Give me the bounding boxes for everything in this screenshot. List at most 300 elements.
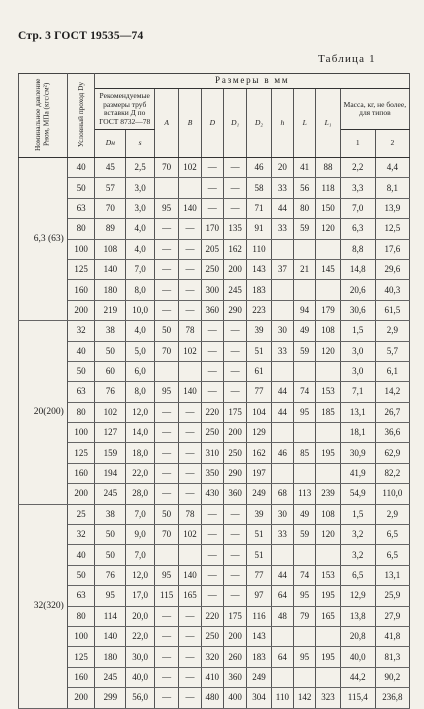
table-cell: 4,4 xyxy=(375,158,409,178)
table-row xyxy=(19,178,410,198)
table-cell xyxy=(154,545,178,565)
table-cell: 205 xyxy=(201,239,223,259)
table-cell: 160 xyxy=(67,280,95,300)
table-cell xyxy=(294,280,316,300)
col-A-header: A xyxy=(154,89,178,158)
table-cell xyxy=(271,300,293,320)
table-cell: 102 xyxy=(179,525,201,545)
table-cell: 430 xyxy=(201,484,223,504)
table-cell: — xyxy=(223,361,246,381)
table-cell: 115,4 xyxy=(340,688,375,708)
table-cell: 20,8 xyxy=(340,626,375,646)
table-cell: 6,5 xyxy=(375,525,409,545)
table-cell: 18,0 xyxy=(126,443,155,463)
table-cell: 50 xyxy=(95,341,126,361)
table-row xyxy=(19,647,410,667)
table-cell: 110,0 xyxy=(375,484,409,504)
table-cell xyxy=(271,545,293,565)
table-cell: 80 xyxy=(67,402,95,422)
table-cell: 249 xyxy=(247,484,271,504)
table-cell: 50 xyxy=(154,321,178,341)
table-cell: 95 xyxy=(294,647,316,667)
col-D1-header: D₁ xyxy=(223,89,246,158)
table-cell: — xyxy=(154,667,178,687)
table-cell: 140 xyxy=(179,565,201,585)
table-cell: 108 xyxy=(316,321,340,341)
col-B-header: B xyxy=(179,89,201,158)
table-cell: 142 xyxy=(294,688,316,708)
table-row xyxy=(19,443,410,463)
table-cell: 40,0 xyxy=(126,667,155,687)
table-cell: 6,5 xyxy=(375,545,409,565)
table-cell: — xyxy=(179,626,201,646)
table-cell: — xyxy=(179,667,201,687)
table-cell: 165 xyxy=(179,586,201,606)
table-cell: 61,5 xyxy=(375,300,409,320)
table-cell: 20 xyxy=(271,158,293,178)
table-cell: 50 xyxy=(67,178,95,198)
table-cell: 41,8 xyxy=(375,626,409,646)
table-cell: 6,1 xyxy=(375,361,409,381)
table-cell xyxy=(271,463,293,483)
table-cell xyxy=(316,239,340,259)
table-cell: 59 xyxy=(294,219,316,239)
table-cell: — xyxy=(154,300,178,320)
table-cell: 160 xyxy=(67,463,95,483)
table-cell: 39 xyxy=(247,504,271,524)
table-cell xyxy=(154,361,178,381)
table-cell: 30 xyxy=(271,504,293,524)
table-cell: 6,3 xyxy=(340,219,375,239)
table-cell: 61 xyxy=(247,361,271,381)
table-cell xyxy=(271,361,293,381)
table-cell: 3,0 xyxy=(340,361,375,381)
table-cell: 90,2 xyxy=(375,667,409,687)
table-row xyxy=(19,626,410,646)
table-row xyxy=(19,321,410,341)
table-row xyxy=(19,606,410,626)
table-cell: 102 xyxy=(179,158,201,178)
table-cell: 70 xyxy=(95,198,126,218)
table-cell: 49 xyxy=(294,321,316,341)
table-cell: 33 xyxy=(271,178,293,198)
table-cell: 6,0 xyxy=(126,361,155,381)
table-cell: 150 xyxy=(316,198,340,218)
table-cell: — xyxy=(154,259,178,279)
table-cell: 320 xyxy=(201,647,223,667)
table-cell: 110 xyxy=(247,239,271,259)
table-cell: 41 xyxy=(294,158,316,178)
table-cell: 153 xyxy=(316,565,340,585)
table-cell: — xyxy=(179,259,201,279)
table-cell: 129 xyxy=(247,423,271,443)
table-cell: 44 xyxy=(271,565,293,585)
table-row xyxy=(19,484,410,504)
table-cell: 100 xyxy=(67,626,95,646)
table-cell: — xyxy=(179,219,201,239)
table-cell: — xyxy=(201,504,223,524)
table-cell: 195 xyxy=(316,443,340,463)
table-cell: 162 xyxy=(247,443,271,463)
table-cell: — xyxy=(154,688,178,708)
table-cell xyxy=(271,239,293,259)
table-cell: 32 xyxy=(67,321,95,341)
table-cell: 56 xyxy=(294,178,316,198)
table-cell xyxy=(294,361,316,381)
table-cell: 220 xyxy=(201,402,223,422)
table-cell: 64 xyxy=(271,647,293,667)
table-cell: 249 xyxy=(247,667,271,687)
table-cell: 25 xyxy=(67,504,95,524)
table-cell: 120 xyxy=(316,341,340,361)
table-cell: 8,8 xyxy=(340,239,375,259)
table-cell: 360 xyxy=(223,484,246,504)
table-cell: 51 xyxy=(247,545,271,565)
table-cell: 59 xyxy=(294,525,316,545)
table-cell: 360 xyxy=(201,300,223,320)
table-cell: 50 xyxy=(67,565,95,585)
table-cell: 3,2 xyxy=(340,545,375,565)
table-cell: 6,5 xyxy=(340,565,375,585)
table-cell: 50 xyxy=(95,545,126,565)
table-cell: 170 xyxy=(201,219,223,239)
table-cell: 30,0 xyxy=(126,647,155,667)
table-cell xyxy=(294,463,316,483)
table-cell: 125 xyxy=(67,259,95,279)
table-cell: 51 xyxy=(247,341,271,361)
table-cell: 25,9 xyxy=(375,586,409,606)
table-cell: 78 xyxy=(179,321,201,341)
col-L-header: L xyxy=(294,89,316,158)
table-cell: 180 xyxy=(95,280,126,300)
table-cell: 22,0 xyxy=(126,463,155,483)
table-cell: — xyxy=(223,382,246,402)
table-cell: 183 xyxy=(247,647,271,667)
table-cell: 21 xyxy=(294,259,316,279)
table-cell: 80 xyxy=(67,606,95,626)
table-cell: 95 xyxy=(154,565,178,585)
table-cell: — xyxy=(223,321,246,341)
table-cell: 400 xyxy=(223,688,246,708)
table-cell: 360 xyxy=(223,667,246,687)
table-cell: 20,6 xyxy=(340,280,375,300)
table-row xyxy=(19,259,410,279)
table-cell: 197 xyxy=(247,463,271,483)
table-cell: 3,0 xyxy=(126,178,155,198)
table-cell: 51 xyxy=(247,525,271,545)
table-cell: — xyxy=(223,545,246,565)
table-cell: 125 xyxy=(67,647,95,667)
table-cell: 200 xyxy=(67,300,95,320)
table-cell: 179 xyxy=(316,300,340,320)
table-cell: 219 xyxy=(95,300,126,320)
table-cell: — xyxy=(154,402,178,422)
table-cell: 46 xyxy=(271,443,293,463)
col-type2-header: 2 xyxy=(375,130,409,158)
table-cell: — xyxy=(154,239,178,259)
table-row xyxy=(19,402,410,422)
table-cell: 63 xyxy=(67,382,95,402)
table-cell: 14,0 xyxy=(126,423,155,443)
table-cell: 26,7 xyxy=(375,402,409,422)
table-cell: 2,2 xyxy=(340,158,375,178)
table-cell xyxy=(316,667,340,687)
table-cell: 74 xyxy=(294,565,316,585)
table-cell: 63 xyxy=(67,198,95,218)
table-cell: — xyxy=(223,525,246,545)
pressure-cell: 6,3 (63) xyxy=(19,158,68,321)
table-cell: 153 xyxy=(316,382,340,402)
table-cell: 3,3 xyxy=(340,178,375,198)
table-cell: 58 xyxy=(247,178,271,198)
table-cell xyxy=(316,626,340,646)
table-cell: 3,0 xyxy=(340,341,375,361)
table-cell: 13,8 xyxy=(340,606,375,626)
table-cell: 100 xyxy=(67,239,95,259)
table-cell: 13,1 xyxy=(375,565,409,585)
table-row xyxy=(19,300,410,320)
mass-group-header: Масса, кг, не более, для типов xyxy=(340,89,409,130)
table-cell: — xyxy=(201,341,223,361)
table-cell: 17,6 xyxy=(375,239,409,259)
table-cell xyxy=(294,626,316,646)
table-cell: 159 xyxy=(95,443,126,463)
table-cell xyxy=(294,667,316,687)
table-cell: 8,0 xyxy=(126,280,155,300)
col-L1-header: L₁ xyxy=(316,89,340,158)
table-cell xyxy=(179,361,201,381)
table-cell: 7,0 xyxy=(126,259,155,279)
table-cell: — xyxy=(179,463,201,483)
table-cell: 50 xyxy=(67,361,95,381)
table-cell: — xyxy=(223,198,246,218)
table-row xyxy=(19,586,410,606)
table-cell: 77 xyxy=(247,382,271,402)
table-cell: 115 xyxy=(154,586,178,606)
table-cell: 4,0 xyxy=(126,219,155,239)
table-cell: 70 xyxy=(154,158,178,178)
table-cell: — xyxy=(201,361,223,381)
table-cell: 68 xyxy=(271,484,293,504)
table-cell: 30,9 xyxy=(340,443,375,463)
table-cell: 32 xyxy=(67,525,95,545)
table-cell: 1,5 xyxy=(340,321,375,341)
table-cell: 3,2 xyxy=(340,525,375,545)
table-cell: — xyxy=(201,586,223,606)
table-cell: 41,9 xyxy=(340,463,375,483)
table-row xyxy=(19,423,410,443)
table-cell: — xyxy=(179,606,201,626)
table-cell: 410 xyxy=(201,667,223,687)
table-cell: 17,0 xyxy=(126,586,155,606)
table-cell: 40,3 xyxy=(375,280,409,300)
col-bore-header: Условный проход Dу xyxy=(67,74,95,158)
table-cell xyxy=(316,423,340,443)
table-row xyxy=(19,219,410,239)
table-cell: 12,0 xyxy=(126,565,155,585)
table-cell: 12,0 xyxy=(126,402,155,422)
table-cell: 88 xyxy=(316,158,340,178)
pipes-group-header: Рекомендуемые размеры труб вставки Д по ГОСТ 8732—78 xyxy=(95,89,154,130)
table-cell: 40 xyxy=(67,341,95,361)
table-cell: 50 xyxy=(154,504,178,524)
col-D-header: D xyxy=(201,89,223,158)
table-cell: 180 xyxy=(95,647,126,667)
table-cell: 145 xyxy=(316,259,340,279)
table-cell: 165 xyxy=(316,606,340,626)
table-cell: 5,7 xyxy=(375,341,409,361)
table-cell: 299 xyxy=(95,688,126,708)
table-cell: 22,0 xyxy=(126,626,155,646)
table-cell: 95 xyxy=(95,586,126,606)
table-cell xyxy=(316,463,340,483)
table-row xyxy=(19,688,410,708)
table-cell: 40,0 xyxy=(340,647,375,667)
table-cell: 70 xyxy=(154,341,178,361)
table-cell: 8,0 xyxy=(126,382,155,402)
table-row xyxy=(19,280,410,300)
table-cell: 40 xyxy=(67,545,95,565)
table-cell: 290 xyxy=(223,300,246,320)
table-cell: 200 xyxy=(223,626,246,646)
table-cell: 14,2 xyxy=(375,382,409,402)
table-cell: 48 xyxy=(271,606,293,626)
table-cell: 250 xyxy=(223,443,246,463)
table-cell: 2,9 xyxy=(375,504,409,524)
table-cell: 223 xyxy=(247,300,271,320)
table-cell: — xyxy=(154,423,178,443)
table-cell: 108 xyxy=(316,504,340,524)
table-cell: 27,9 xyxy=(375,606,409,626)
table-cell: 14,8 xyxy=(340,259,375,279)
table-cell: 4,0 xyxy=(126,321,155,341)
table-cell: 44,2 xyxy=(340,667,375,687)
table-cell: — xyxy=(201,198,223,218)
table-cell: 200 xyxy=(67,688,95,708)
table-cell: 80 xyxy=(294,198,316,218)
table-cell: 97 xyxy=(247,586,271,606)
col-h-header: h xyxy=(271,89,293,158)
table-row xyxy=(19,361,410,381)
table-cell: 89 xyxy=(95,219,126,239)
table-cell: — xyxy=(223,565,246,585)
table-cell: 38 xyxy=(95,504,126,524)
table-cell: 200 xyxy=(223,423,246,443)
table-cell: 260 xyxy=(223,647,246,667)
table-cell: 250 xyxy=(201,259,223,279)
table-cell: — xyxy=(154,463,178,483)
dimensions-table xyxy=(18,73,410,709)
table-cell: — xyxy=(179,239,201,259)
table-row xyxy=(19,341,410,361)
table-cell: 102 xyxy=(95,402,126,422)
table-cell: — xyxy=(154,606,178,626)
table-cell: — xyxy=(223,504,246,524)
table-cell: 113 xyxy=(294,484,316,504)
table-cell: — xyxy=(154,443,178,463)
table-cell: 135 xyxy=(223,219,246,239)
table-cell: 82,2 xyxy=(375,463,409,483)
table-cell: 54,9 xyxy=(340,484,375,504)
table-cell: 162 xyxy=(223,239,246,259)
table-cell: 140 xyxy=(95,259,126,279)
table-cell: 13,9 xyxy=(375,198,409,218)
table-cell: 7,0 xyxy=(340,198,375,218)
table-cell: 195 xyxy=(316,586,340,606)
table-row xyxy=(19,565,410,585)
table-cell: 91 xyxy=(247,219,271,239)
table-cell: 30 xyxy=(271,321,293,341)
table-cell: 143 xyxy=(247,259,271,279)
table-cell: 300 xyxy=(201,280,223,300)
table-cell: — xyxy=(179,280,201,300)
table-row xyxy=(19,667,410,687)
table-cell: — xyxy=(179,402,201,422)
table-cell: — xyxy=(223,178,246,198)
table-cell: — xyxy=(223,586,246,606)
table-cell: — xyxy=(201,565,223,585)
table-cell: 38 xyxy=(95,321,126,341)
table-cell: 175 xyxy=(223,402,246,422)
table-cell: 85 xyxy=(294,443,316,463)
table-cell: — xyxy=(201,158,223,178)
table-cell: — xyxy=(201,545,223,565)
table-cell: 175 xyxy=(223,606,246,626)
table-cell: 116 xyxy=(247,606,271,626)
table-cell: 77 xyxy=(247,565,271,585)
table-cell: 12,9 xyxy=(340,586,375,606)
col-type1-header: 1 xyxy=(340,130,375,158)
table-cell: — xyxy=(179,688,201,708)
table-cell: 95 xyxy=(154,198,178,218)
table-cell: 104 xyxy=(247,402,271,422)
table-cell: 220 xyxy=(201,606,223,626)
table-cell: 140 xyxy=(179,198,201,218)
table-cell: 110 xyxy=(271,688,293,708)
table-cell: 49 xyxy=(294,504,316,524)
table-cell: 290 xyxy=(223,463,246,483)
table-cell: 120 xyxy=(316,219,340,239)
table-cell: 95 xyxy=(294,586,316,606)
table-cell: — xyxy=(223,341,246,361)
table-cell xyxy=(271,626,293,646)
table-row xyxy=(19,463,410,483)
table-cell: — xyxy=(154,626,178,646)
table-cell: 100 xyxy=(67,423,95,443)
table-cell: 44 xyxy=(271,198,293,218)
table-cell: 310 xyxy=(201,443,223,463)
col-pressure-header: Номинальное давление Pном, МПа (кгс/см²) xyxy=(19,74,68,158)
table-row xyxy=(19,239,410,259)
table-cell: 33 xyxy=(271,525,293,545)
table-cell: 114 xyxy=(95,606,126,626)
table-cell: — xyxy=(201,525,223,545)
table-cell: 70 xyxy=(154,525,178,545)
table-cell: 18,1 xyxy=(340,423,375,443)
table-cell: 39 xyxy=(247,321,271,341)
table-cell: 36,6 xyxy=(375,423,409,443)
table-cell: 350 xyxy=(201,463,223,483)
table-cell: 28,0 xyxy=(126,484,155,504)
table-cell xyxy=(316,280,340,300)
table-cell xyxy=(154,178,178,198)
table-cell: 245 xyxy=(95,484,126,504)
table-cell: 95 xyxy=(294,402,316,422)
table-cell: 4,0 xyxy=(126,239,155,259)
table-cell: 239 xyxy=(316,484,340,504)
page-header: Стр. 3 ГОСТ 19535—74 xyxy=(18,30,144,42)
table-cell: 480 xyxy=(201,688,223,708)
